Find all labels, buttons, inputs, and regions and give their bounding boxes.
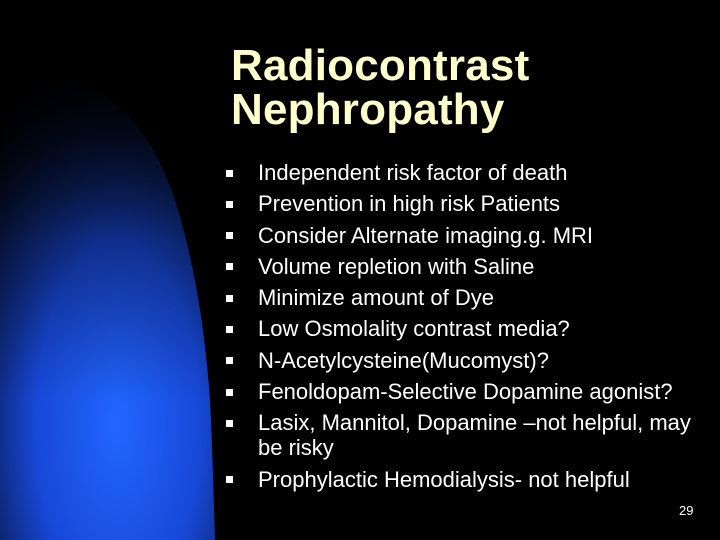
bullet-text: Minimize amount of Dye xyxy=(258,285,494,311)
bullet-item xyxy=(226,254,696,279)
bullet-item xyxy=(226,285,696,310)
bullet-text: Consider Alternate imaging.g. MRI xyxy=(258,222,594,248)
square-bullet-icon xyxy=(226,263,233,270)
slide-title-line-1: Radiocontrast xyxy=(231,41,530,90)
square-bullet-icon xyxy=(226,170,233,177)
square-bullet-icon xyxy=(226,476,233,483)
bullet-text: Volume repletion with Saline xyxy=(258,253,535,279)
page-number: 29 xyxy=(679,503,694,518)
bullet-text: Prevention in high risk Patients xyxy=(258,191,561,217)
bullet-item xyxy=(226,467,696,492)
square-bullet-icon xyxy=(226,389,233,396)
bullet-item xyxy=(226,379,696,404)
bullet-text: Prophylactic Hemodialysis- not helpful xyxy=(258,466,630,492)
bullet-text: Fenoldopam-Selective Dopamine agonist? xyxy=(258,379,673,405)
square-bullet-icon xyxy=(226,232,233,239)
square-bullet-icon xyxy=(226,295,233,302)
slide-title xyxy=(231,41,530,134)
square-bullet-icon xyxy=(226,420,233,427)
bullet-item xyxy=(226,191,696,216)
bullet-text: Low Osmolality contrast media? xyxy=(258,316,570,342)
square-bullet-icon xyxy=(226,326,233,333)
square-bullet-icon xyxy=(226,357,233,364)
slide-title-line-2: Nephropathy xyxy=(231,85,505,134)
bullet-item xyxy=(226,160,696,185)
bullet-text: Lasix, Mannitol, Dopamine –not helpful, may be risky xyxy=(258,410,691,461)
bullet-item xyxy=(226,223,696,248)
bullet-text: N-Acetylcysteine(Mucomyst)? xyxy=(258,347,549,373)
bullet-text: Independent risk factor of death xyxy=(258,160,568,185)
bullet-item xyxy=(226,410,696,460)
bullet-item xyxy=(226,348,696,373)
bullet-list xyxy=(226,160,696,498)
square-bullet-icon xyxy=(226,201,233,208)
bullet-item xyxy=(226,316,696,341)
